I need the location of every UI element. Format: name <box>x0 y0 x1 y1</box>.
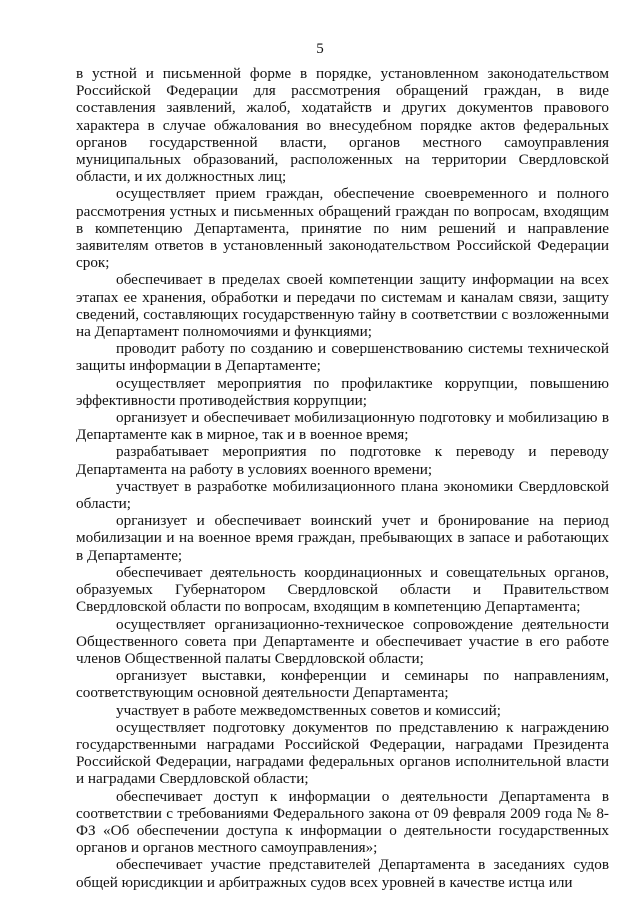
paragraph: проводит работу по созданию и совершенствованию системы технической защиты информации в Департаменте; <box>76 340 609 375</box>
paragraph: участвует в разработке мобилизационного плана экономики Свердловской области; <box>76 477 609 513</box>
paragraph: обеспечивает доступ к информации о деятельности Департамента в соответствии с требованиями Федерального закона от 09 февраля 2009 года № 8-ФЗ «Об обеспечении доступа к информации о деятельности государственных органов и органов местного самоуправления»; <box>76 787 609 857</box>
paragraph: участвует в работе межведомственных советов и комиссий; <box>116 701 502 719</box>
paragraph: осуществляет прием граждан, обеспечение своевременного и полного рассмотрения устных и письменных обращений граждан по вопросам, входящим в компетенцию Департамента, принятие по ним решений и направление заявителям ответов в установленный законодательством Российской Федерации срок; <box>76 185 609 272</box>
document-body <box>76 65 609 891</box>
paragraph: организует и обеспечивает мобилизационную подготовку и мобилизацию в Департаменте как в мирное, так и в военное время; <box>76 409 609 444</box>
paragraph: осуществляет подготовку документов по представлению к награждению государственными наградами Российской Федерации, наградами Президента Российской Федерации, наградами федеральных органов исполнительной власти и наградами Свердловской области; <box>76 718 609 788</box>
page-number: 5 <box>316 41 324 57</box>
paragraph: организует выставки, конференции и семинары по направлениям, соответствующим основной деятельности Департамента; <box>76 667 609 702</box>
paragraph: организует и обеспечивает воинский учет и бронирование на период мобилизации и на военное время граждан, пребывающих в запасе и работающих в Департаменте; <box>76 512 609 564</box>
paragraph: обеспечивает в пределах своей компетенции защиту информации на всех этапах ее хранения, обработки и передачи по системам и каналам связи, защиту сведений, составляющих государственную тайну в соответствии с возложенными на Департамент полномочиями и функциями; <box>76 271 609 341</box>
paragraph: разрабатывает мероприятия по подготовке к переводу и переводу Департамента на работу в условиях военного времени; <box>76 443 609 478</box>
paragraph: обеспечивает деятельность координационных и совещательных органов, образуемых Губернатором Свердловской области и Правительством Свердловской области по вопросам, входящим в компетенцию Департамента; <box>76 563 609 616</box>
paragraph: осуществляет организационно-техническое сопровождение деятельности Общественного совета при Департаменте и обеспечивает участие в его работе членов Общественной палаты Свердловской области; <box>76 615 609 667</box>
paragraph: обеспечивает участие представителей Департамента в заседаниях судов общей юрисдикции и арбитражных судов всех уровней в качестве истца или <box>76 856 609 891</box>
paragraph: в устной и письменной форме в порядке, установленном законодательством Российской Федерации для рассмотрения обращений граждан, в виде составления заявлений, жалоб, ходатайств и других документов правового характера в случае обжалования во внесудебном порядке актов федеральных органов государственной власти, органов местного самоуправления муниципальных образований, расположенных на территории Свердловской области, и их должностных лиц; <box>76 65 609 186</box>
paragraph: осуществляет мероприятия по профилактике коррупции, повышению эффективности противодействия коррупции; <box>76 374 609 409</box>
